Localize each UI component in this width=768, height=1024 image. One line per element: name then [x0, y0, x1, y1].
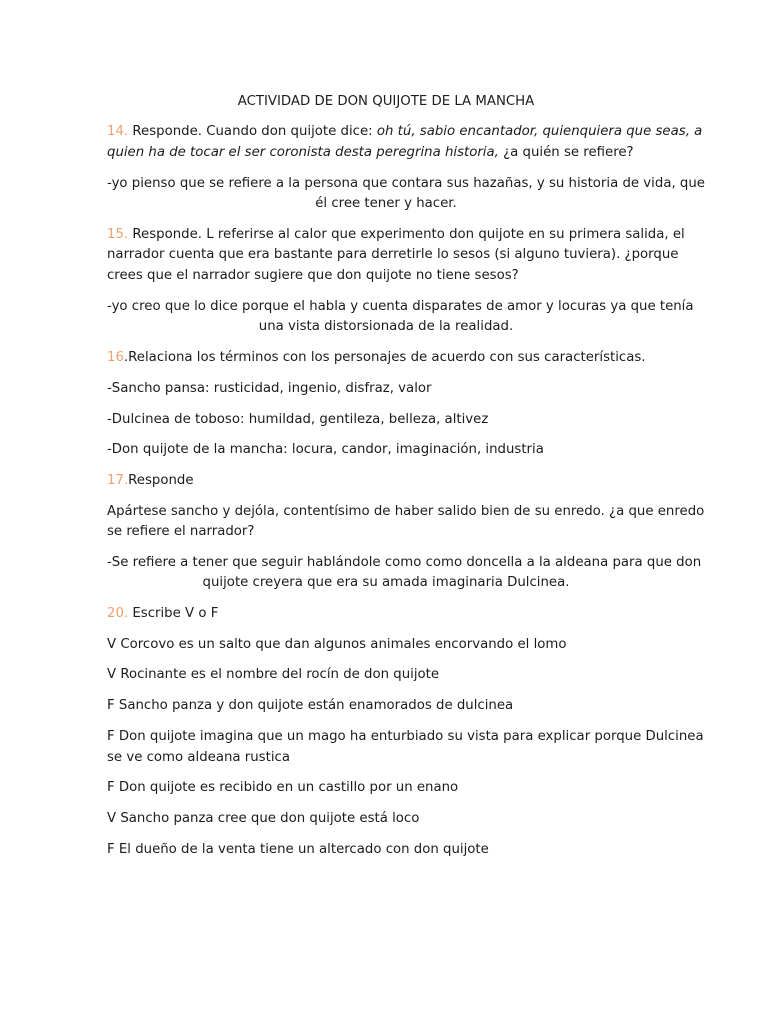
question-17-prompt-line-2: se refiere el narrador?	[107, 524, 255, 539]
question-text: Responde. L referirse al calor que experimento don quijote en su primera salida, el	[128, 227, 685, 242]
answer-15-line-2: una vista distorsionada de la realidad.	[258, 319, 514, 334]
question-20	[107, 604, 665, 624]
quote-text: oh tú, sabio encantador, quienquiera que seas, a	[376, 124, 703, 139]
list-item: V Corcovo es un salto que dan algunos animales encorvando el lomo	[107, 637, 567, 652]
question-number: 20.	[107, 606, 129, 621]
question-number: 16	[107, 350, 124, 365]
question-number: 14.	[107, 124, 129, 139]
question-16	[107, 348, 665, 368]
list-item: -Dulcinea de toboso: humildad, gentileza, belleza, altivez	[107, 412, 489, 427]
quote-text: quien ha de tocar el ser coronista desta peregrina historia,	[107, 145, 499, 160]
page-title: ACTIVIDAD DE DON QUIJOTE DE LA MANCHA	[237, 94, 535, 109]
list-item: F El dueño de la venta tiene un altercado con don quijote	[107, 842, 489, 857]
answer-17-line-2: quijote creyera que era su amada imaginaria Dulcinea.	[202, 575, 570, 590]
question-text: Escribe V o F	[128, 606, 219, 621]
question-number: 17.	[107, 473, 129, 488]
question-14-line-2	[107, 143, 665, 163]
question-number: 15.	[107, 227, 129, 242]
question-14-line-1	[107, 122, 703, 142]
answer-17-line-1: -Se refiere a tener que seguir hablándole como como doncella a la aldeana para que don	[107, 555, 702, 570]
list-item: V Sancho panza cree que don quijote está loco	[107, 811, 420, 826]
question-text: Responde	[128, 473, 194, 488]
list-item: -Sancho pansa: rusticidad, ingenio, disfraz, valor	[107, 381, 432, 396]
question-17	[107, 471, 665, 491]
list-item-continuation: se ve como aldeana rustica	[107, 750, 290, 765]
question-15-line-3: crees que el narrador sugiere que don quijote no tiene sesos?	[107, 268, 519, 283]
answer-14-line-2: él cree tener y hacer.	[315, 196, 457, 211]
list-item: F Don quijote imagina que un mago ha enturbiado su vista para explicar porque Dulcinea	[107, 729, 704, 744]
answer-14-line-1: -yo pienso que se refiere a la persona que contara sus hazañas, y su historia de vida, que	[107, 176, 705, 191]
question-text: ¿a quién se refiere?	[498, 145, 634, 160]
question-15-line-1	[107, 225, 685, 245]
list-item: V Rocinante es el nombre del rocín de don quijote	[107, 667, 440, 682]
list-item: F Don quijote es recibido en un castillo por un enano	[107, 780, 459, 795]
list-item: -Don quijote de la mancha: locura, candor, imaginación, industria	[107, 442, 544, 457]
question-text: Responde. Cuando don quijote dice:	[128, 124, 377, 139]
list-item: F Sancho panza y don quijote están enamorados de dulcinea	[107, 698, 514, 713]
answer-15-line-1: -yo creo que lo dice porque el habla y cuenta disparates de amor y locuras ya que tenía	[107, 299, 694, 314]
question-15-line-2: narrador cuenta que era bastante para derretirle lo sesos (si alguno tuviera). ¿porque	[107, 247, 679, 262]
question-17-prompt-line-1: Apártese sancho y dejóla, contentísimo de haber salido bien de su enredo. ¿a que enredo	[107, 504, 705, 519]
question-text: .Relaciona los términos con los personajes de acuerdo con sus características.	[123, 350, 646, 365]
